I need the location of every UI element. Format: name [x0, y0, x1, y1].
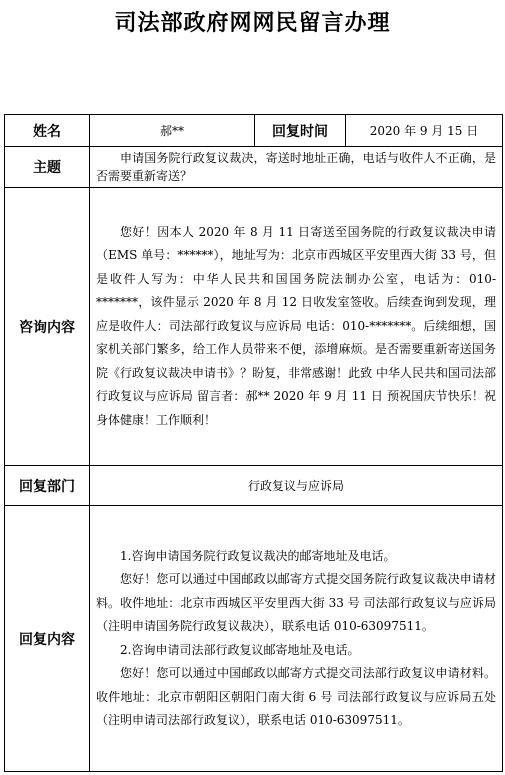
subject-label: 主题	[5, 147, 90, 188]
reply-dept-row	[5, 466, 503, 506]
inquiry-label: 咨询内容	[5, 188, 90, 466]
message-form-table	[4, 114, 503, 772]
subject-row	[5, 147, 503, 188]
inquiry-row	[5, 188, 503, 466]
name-label: 姓名	[5, 115, 90, 147]
page-title: 司法部政府网网民留言办理	[114, 11, 391, 36]
reply-dept-label: 回复部门	[5, 466, 90, 506]
subject-cell	[90, 147, 503, 188]
reply-content-row	[5, 506, 503, 772]
inquiry-text: 您好！因本人 2020 年 8 月 11 日寄送至国务院的行政复议裁决申请（EMS 单号：******），地址写为：北京市西城区平安里西大街 33 号，但是收件人写为：中华人民共和国国务院法制办公室，电话为：010-*******，该件显示 2020 年 8 月 12 日收发室签收。后续查询到发现，理应是收件人：司法部行政复议与应诉局 电话：010-*******。后续细想，国家机关部门繁多，给工作人员带来不便，添增麻烦。是否需要重新寄送国务院《行政复议裁决申请书》？盼复，非常感谢！此致 中华人民共和国司法部 行政复议与应诉局 留言者：郝** 2020 年 9 月 11 日 预祝国庆节快乐！祝身体健康！工作顺利！	[96, 224, 496, 427]
reply-paragraph: 您好！您可以通过中国邮政以邮寄方式提交国务院行政复议裁决申请材料。收件地址：北京市西城区平安里西大街 33 号 司法部行政复议与应诉局（注明申请国务院行政复议裁决），联系电话 010-63097511。	[96, 572, 496, 633]
header-row	[5, 115, 503, 147]
reply-paragraph: 您好！您可以通过中国邮政以邮寄方式提交司法部行政复议申请材料。收件地址：北京市朝阳区朝阳门南大街 6 号 司法部行政复议与应诉局五处（注明申请司法部行政复议），联系电话 010-63097511。	[96, 666, 496, 727]
reply-time-label: 回复时间	[255, 115, 346, 147]
inquiry-cell	[90, 188, 503, 466]
reply-paragraph: 1.咨询申请国务院行政复议裁决的邮寄地址及电话。	[120, 548, 396, 563]
subject-text: 申请国务院行政复议裁决，寄送时地址正确，电话与收件人不正确，是否需要重新寄送？	[96, 151, 496, 183]
reply-dept-value: 行政复议与应诉局	[90, 466, 503, 506]
reply-paragraph: 2.咨询申请司法部行政复议邮寄地址及电话。	[120, 642, 360, 657]
name-value: 郝**	[90, 115, 255, 147]
reply-time-value: 2020 年 9 月 15 日	[346, 115, 503, 147]
reply-content-cell	[90, 506, 503, 772]
reply-content-label: 回复内容	[5, 506, 90, 772]
